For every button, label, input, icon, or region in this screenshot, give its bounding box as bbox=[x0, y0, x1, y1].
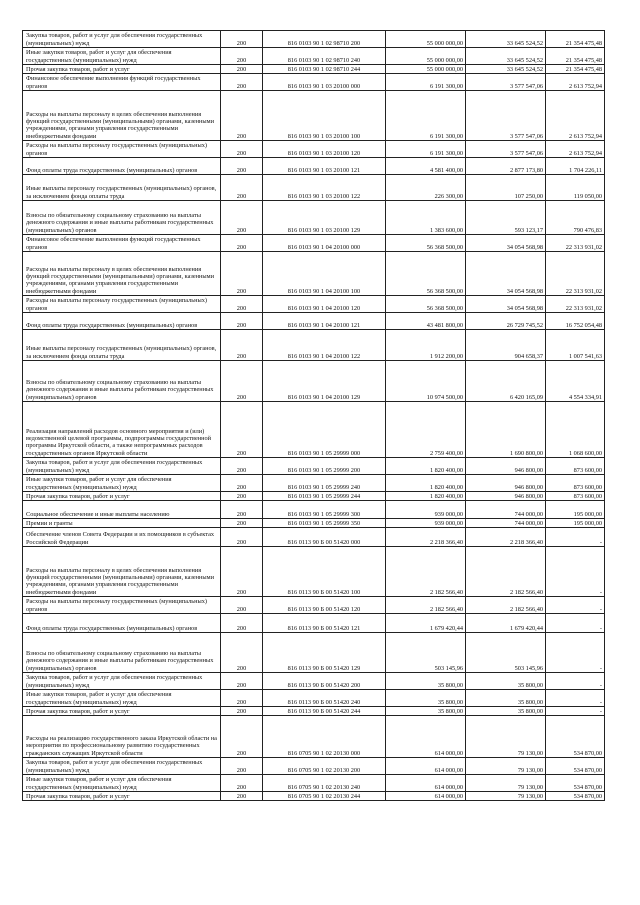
unexecuted-amount-cell: - bbox=[546, 614, 605, 633]
approved-assignments-cell: 2 182 566,40 bbox=[386, 597, 466, 614]
executed-amount-cell: 744 000,00 bbox=[466, 501, 546, 519]
unexecuted-amount-cell: 534 870,00 bbox=[546, 758, 605, 775]
unexecuted-amount-cell: 1 007 541,63 bbox=[546, 330, 605, 361]
approved-assignments-cell: 35 800,00 bbox=[386, 673, 466, 690]
executed-amount-cell: 3 577 547,06 bbox=[466, 91, 546, 141]
budget-classification-code-cell: 816 0103 90 1 05 29999 244 bbox=[263, 492, 386, 501]
table-row bbox=[23, 758, 605, 775]
line-code-cell: 200 bbox=[221, 597, 263, 614]
line-code-cell: 200 bbox=[221, 690, 263, 707]
line-code-cell: 200 bbox=[221, 313, 263, 330]
expense-name-cell: Прочая закупка товаров, работ и услуг bbox=[23, 707, 221, 716]
table-row bbox=[23, 519, 605, 528]
approved-assignments-cell: 1 820 400,00 bbox=[386, 475, 466, 492]
unexecuted-amount-cell: - bbox=[546, 528, 605, 547]
unexecuted-amount-cell: 195 000,00 bbox=[546, 501, 605, 519]
table-row bbox=[23, 361, 605, 402]
line-code-cell: 200 bbox=[221, 65, 263, 74]
line-code-cell: 200 bbox=[221, 758, 263, 775]
unexecuted-amount-cell: - bbox=[546, 597, 605, 614]
expense-name-cell: Закупка товаров, работ и услуг для обеспечения государственных (муниципальных) нужд bbox=[23, 673, 221, 690]
line-code-cell: 200 bbox=[221, 475, 263, 492]
approved-assignments-cell: 55 000 000,00 bbox=[386, 31, 466, 48]
line-code-cell: 200 bbox=[221, 792, 263, 801]
approved-assignments-cell: 2 218 366,40 bbox=[386, 528, 466, 547]
budget-classification-code-cell: 816 0103 90 1 05 29999 350 bbox=[263, 519, 386, 528]
expense-name-cell: Социальное обеспечение и иные выплаты населению bbox=[23, 501, 221, 519]
expense-name-cell: Обеспечение членов Совета Федерации и их помощников в субъектах Российской Федерации bbox=[23, 528, 221, 547]
table-row bbox=[23, 201, 605, 235]
expense-name-cell: Фонд оплаты труда государственных (муниципальных) органов bbox=[23, 614, 221, 633]
table-row bbox=[23, 175, 605, 201]
expense-name-cell: Взносы по обязательному социальному страхованию на выплаты денежного содержания и иные выплаты работникам государственных (муниципальных) органов bbox=[23, 201, 221, 235]
budget-classification-code-cell: 816 0103 90 1 03 20100 120 bbox=[263, 141, 386, 158]
executed-amount-cell: 2 182 566,40 bbox=[466, 597, 546, 614]
line-code-cell: 200 bbox=[221, 716, 263, 758]
budget-classification-code-cell: 816 0103 90 1 04 20100 121 bbox=[263, 313, 386, 330]
table-row bbox=[23, 74, 605, 91]
executed-amount-cell: 2 877 173,80 bbox=[466, 158, 546, 175]
approved-assignments-cell: 35 800,00 bbox=[386, 707, 466, 716]
expense-name-cell: Расходы на выплаты персоналу в целях обеспечения выполнения функций государственными (муниципальными) органами, казенными учреждениями, органами управления государственными внебюджетными фондами bbox=[23, 547, 221, 597]
approved-assignments-cell: 4 581 400,00 bbox=[386, 158, 466, 175]
executed-amount-cell: 946 800,00 bbox=[466, 475, 546, 492]
expense-name-cell: Закупка товаров, работ и услуг для обеспечения государственных (муниципальных) нужд bbox=[23, 31, 221, 48]
budget-classification-code-cell: 816 0103 90 1 05 29999 240 bbox=[263, 475, 386, 492]
unexecuted-amount-cell: 534 870,00 bbox=[546, 792, 605, 801]
line-code-cell: 200 bbox=[221, 158, 263, 175]
table-row bbox=[23, 91, 605, 141]
executed-amount-cell: 35 800,00 bbox=[466, 673, 546, 690]
line-code-cell: 200 bbox=[221, 775, 263, 792]
approved-assignments-cell: 55 000 000,00 bbox=[386, 65, 466, 74]
budget-classification-code-cell: 816 0113 90 Б 00 51420 244 bbox=[263, 707, 386, 716]
budget-classification-code-cell: 816 0103 90 1 05 29999 300 bbox=[263, 501, 386, 519]
table-row bbox=[23, 65, 605, 74]
executed-amount-cell: 35 800,00 bbox=[466, 690, 546, 707]
expense-name-cell: Взносы по обязательному социальному страхованию на выплаты денежного содержания и иные выплаты работникам государственных (муниципальных) органов bbox=[23, 633, 221, 673]
table-row bbox=[23, 458, 605, 475]
line-code-cell: 200 bbox=[221, 519, 263, 528]
approved-assignments-cell: 10 974 500,00 bbox=[386, 361, 466, 402]
executed-amount-cell: 26 729 745,52 bbox=[466, 313, 546, 330]
expense-name-cell: Иные закупки товаров, работ и услуг для обеспечения государственных (муниципальных) нужд bbox=[23, 690, 221, 707]
approved-assignments-cell: 55 000 000,00 bbox=[386, 48, 466, 65]
line-code-cell: 200 bbox=[221, 633, 263, 673]
executed-amount-cell: 35 800,00 bbox=[466, 707, 546, 716]
approved-assignments-cell: 614 000,00 bbox=[386, 775, 466, 792]
line-code-cell: 200 bbox=[221, 707, 263, 716]
approved-assignments-cell: 6 191 300,00 bbox=[386, 141, 466, 158]
line-code-cell: 200 bbox=[221, 402, 263, 458]
unexecuted-amount-cell: 195 000,00 bbox=[546, 519, 605, 528]
budget-classification-code-cell: 816 0113 90 Б 00 51420 120 bbox=[263, 597, 386, 614]
unexecuted-amount-cell: 119 050,00 bbox=[546, 175, 605, 201]
expense-name-cell: Иные закупки товаров, работ и услуг для обеспечения государственных (муниципальных) нужд bbox=[23, 475, 221, 492]
executed-amount-cell: 946 800,00 bbox=[466, 458, 546, 475]
line-code-cell: 200 bbox=[221, 673, 263, 690]
approved-assignments-cell: 35 800,00 bbox=[386, 690, 466, 707]
expense-name-cell: Финансовое обеспечение выполнения функций государственных органов bbox=[23, 235, 221, 252]
executed-amount-cell: 79 130,00 bbox=[466, 758, 546, 775]
approved-assignments-cell: 56 368 500,00 bbox=[386, 235, 466, 252]
table-body bbox=[23, 31, 605, 801]
approved-assignments-cell: 1 820 400,00 bbox=[386, 492, 466, 501]
executed-amount-cell: 79 130,00 bbox=[466, 716, 546, 758]
executed-amount-cell: 34 054 568,98 bbox=[466, 296, 546, 313]
unexecuted-amount-cell: 21 354 475,48 bbox=[546, 31, 605, 48]
executed-amount-cell: 2 218 366,40 bbox=[466, 528, 546, 547]
unexecuted-amount-cell: 4 554 334,91 bbox=[546, 361, 605, 402]
table-row bbox=[23, 475, 605, 492]
expense-name-cell: Расходы на выплаты персоналу государственных (муниципальных) органов bbox=[23, 597, 221, 614]
budget-classification-code-cell: 816 0103 90 1 03 20100 129 bbox=[263, 201, 386, 235]
executed-amount-cell: 3 577 547,06 bbox=[466, 74, 546, 91]
approved-assignments-cell: 1 383 600,00 bbox=[386, 201, 466, 235]
expense-name-cell: Прочая закупка товаров, работ и услуг bbox=[23, 492, 221, 501]
unexecuted-amount-cell: 2 613 752,94 bbox=[546, 74, 605, 91]
table-row bbox=[23, 690, 605, 707]
approved-assignments-cell: 614 000,00 bbox=[386, 758, 466, 775]
table-row bbox=[23, 158, 605, 175]
expense-name-cell: Иные закупки товаров, работ и услуг для обеспечения государственных (муниципальных) нужд bbox=[23, 48, 221, 65]
approved-assignments-cell: 2 759 400,00 bbox=[386, 402, 466, 458]
budget-classification-code-cell: 816 0113 90 Б 00 51420 240 bbox=[263, 690, 386, 707]
budget-classification-code-cell: 816 0103 90 1 05 29999 000 bbox=[263, 402, 386, 458]
expense-name-cell: Прочая закупка товаров, работ и услуг bbox=[23, 792, 221, 801]
table-row bbox=[23, 31, 605, 48]
table-row bbox=[23, 673, 605, 690]
budget-classification-code-cell: 816 0103 90 1 04 20100 000 bbox=[263, 235, 386, 252]
budget-classification-code-cell: 816 0103 90 1 04 20100 122 bbox=[263, 330, 386, 361]
table-row bbox=[23, 528, 605, 547]
approved-assignments-cell: 503 145,96 bbox=[386, 633, 466, 673]
unexecuted-amount-cell: 534 870,00 bbox=[546, 716, 605, 758]
expense-name-cell: Прочая закупка товаров, работ и услуг bbox=[23, 65, 221, 74]
table-row bbox=[23, 707, 605, 716]
expense-name-cell: Взносы по обязательному социальному страхованию на выплаты денежного содержания и иные выплаты работникам государственных (муниципальных) органов bbox=[23, 361, 221, 402]
budget-classification-code-cell: 816 0103 90 1 03 20100 122 bbox=[263, 175, 386, 201]
budget-classification-code-cell: 816 0103 90 1 02 98710 240 bbox=[263, 48, 386, 65]
expense-name-cell: Иные выплаты персоналу государственных (муниципальных) органов, за исключением фонда оплаты труда bbox=[23, 330, 221, 361]
executed-amount-cell: 34 054 568,98 bbox=[466, 252, 546, 296]
expense-name-cell: Фонд оплаты труда государственных (муниципальных) органов bbox=[23, 313, 221, 330]
table-row bbox=[23, 313, 605, 330]
approved-assignments-cell: 6 191 300,00 bbox=[386, 91, 466, 141]
executed-amount-cell: 33 645 524,52 bbox=[466, 48, 546, 65]
table-row bbox=[23, 501, 605, 519]
line-code-cell: 200 bbox=[221, 235, 263, 252]
executed-amount-cell: 6 420 165,09 bbox=[466, 361, 546, 402]
executed-amount-cell: 33 645 524,52 bbox=[466, 31, 546, 48]
budget-classification-code-cell: 816 0103 90 1 04 20100 129 bbox=[263, 361, 386, 402]
line-code-cell: 200 bbox=[221, 501, 263, 519]
expense-name-cell: Иные выплаты персоналу государственных (муниципальных) органов, за исключением фонда оплаты труда bbox=[23, 175, 221, 201]
executed-amount-cell: 744 000,00 bbox=[466, 519, 546, 528]
unexecuted-amount-cell: 790 476,83 bbox=[546, 201, 605, 235]
table-row bbox=[23, 48, 605, 65]
approved-assignments-cell: 56 368 500,00 bbox=[386, 296, 466, 313]
executed-amount-cell: 79 130,00 bbox=[466, 775, 546, 792]
line-code-cell: 200 bbox=[221, 528, 263, 547]
table-row bbox=[23, 614, 605, 633]
budget-classification-code-cell: 816 0103 90 1 03 20100 000 bbox=[263, 74, 386, 91]
executed-amount-cell: 79 130,00 bbox=[466, 792, 546, 801]
table-row bbox=[23, 492, 605, 501]
line-code-cell: 200 bbox=[221, 458, 263, 475]
expense-name-cell: Расходы на выплаты персоналу государственных (муниципальных) органов bbox=[23, 296, 221, 313]
table-row bbox=[23, 547, 605, 597]
budget-classification-code-cell: 816 0113 90 Б 00 51420 200 bbox=[263, 673, 386, 690]
table-row bbox=[23, 775, 605, 792]
executed-amount-cell: 904 658,37 bbox=[466, 330, 546, 361]
approved-assignments-cell: 43 481 800,00 bbox=[386, 313, 466, 330]
approved-assignments-cell: 2 182 566,40 bbox=[386, 547, 466, 597]
approved-assignments-cell: 939 000,00 bbox=[386, 519, 466, 528]
table-row bbox=[23, 141, 605, 158]
budget-classification-code-cell: 816 0103 90 1 04 20100 100 bbox=[263, 252, 386, 296]
table-row bbox=[23, 597, 605, 614]
expense-name-cell: Расходы на выплаты персоналу в целях обеспечения выполнения функций государственными (муниципальными) органами, казенными учреждениями, органами управления государственными внебюджетными фондами bbox=[23, 91, 221, 141]
line-code-cell: 200 bbox=[221, 48, 263, 65]
executed-amount-cell: 593 123,17 bbox=[466, 201, 546, 235]
table-row bbox=[23, 296, 605, 313]
budget-classification-code-cell: 816 0705 90 1 02 20130 240 bbox=[263, 775, 386, 792]
unexecuted-amount-cell: - bbox=[546, 673, 605, 690]
unexecuted-amount-cell: 873 600,00 bbox=[546, 458, 605, 475]
unexecuted-amount-cell: 21 354 475,48 bbox=[546, 48, 605, 65]
budget-classification-code-cell: 816 0103 90 1 02 98710 200 bbox=[263, 31, 386, 48]
executed-amount-cell: 33 645 524,52 bbox=[466, 65, 546, 74]
line-code-cell: 200 bbox=[221, 361, 263, 402]
budget-classification-code-cell: 816 0705 90 1 02 20130 200 bbox=[263, 758, 386, 775]
unexecuted-amount-cell: 2 613 752,94 bbox=[546, 141, 605, 158]
executed-amount-cell: 946 800,00 bbox=[466, 492, 546, 501]
approved-assignments-cell: 614 000,00 bbox=[386, 716, 466, 758]
unexecuted-amount-cell: 21 354 475,48 bbox=[546, 65, 605, 74]
line-code-cell: 200 bbox=[221, 175, 263, 201]
unexecuted-amount-cell: 22 313 931,02 bbox=[546, 235, 605, 252]
line-code-cell: 200 bbox=[221, 547, 263, 597]
table-row bbox=[23, 402, 605, 458]
expense-name-cell: Расходы на выплаты персоналу в целях обеспечения выполнения функций государственными (муниципальными) органами, казенными учреждениями, органами управления государственными внебюджетными фондами bbox=[23, 252, 221, 296]
budget-classification-code-cell: 816 0113 90 Б 00 51420 000 bbox=[263, 528, 386, 547]
expense-name-cell: Иные закупки товаров, работ и услуг для обеспечения государственных (муниципальных) нужд bbox=[23, 775, 221, 792]
table-row bbox=[23, 235, 605, 252]
unexecuted-amount-cell: 2 613 752,94 bbox=[546, 91, 605, 141]
line-code-cell: 200 bbox=[221, 141, 263, 158]
unexecuted-amount-cell: - bbox=[546, 633, 605, 673]
line-code-cell: 200 bbox=[221, 330, 263, 361]
approved-assignments-cell: 1 820 400,00 bbox=[386, 458, 466, 475]
approved-assignments-cell: 1 912 200,00 bbox=[386, 330, 466, 361]
budget-classification-code-cell: 816 0113 90 Б 00 51420 129 bbox=[263, 633, 386, 673]
unexecuted-amount-cell: 1 068 600,00 bbox=[546, 402, 605, 458]
budget-classification-code-cell: 816 0705 90 1 02 20130 244 bbox=[263, 792, 386, 801]
unexecuted-amount-cell: 873 600,00 bbox=[546, 475, 605, 492]
line-code-cell: 200 bbox=[221, 31, 263, 48]
expense-name-cell: Финансовое обеспечение выполнения функций государственных органов bbox=[23, 74, 221, 91]
executed-amount-cell: 3 577 547,06 bbox=[466, 141, 546, 158]
executed-amount-cell: 34 054 568,98 bbox=[466, 235, 546, 252]
line-code-cell: 200 bbox=[221, 74, 263, 91]
table-row bbox=[23, 252, 605, 296]
budget-classification-code-cell: 816 0103 90 1 05 29999 200 bbox=[263, 458, 386, 475]
expense-name-cell: Реализация направлений расходов основного мероприятия и (или) ведомственной целевой программы, подпрограммы государственной программы Иркутской области, а также непрограммных расходов государственных органов Иркутской области bbox=[23, 402, 221, 458]
budget-classification-code-cell: 816 0113 90 Б 00 51420 121 bbox=[263, 614, 386, 633]
table-row bbox=[23, 792, 605, 801]
line-code-cell: 200 bbox=[221, 296, 263, 313]
approved-assignments-cell: 614 000,00 bbox=[386, 792, 466, 801]
expense-name-cell: Закупка товаров, работ и услуг для обеспечения государственных (муниципальных) нужд bbox=[23, 458, 221, 475]
approved-assignments-cell: 6 191 300,00 bbox=[386, 74, 466, 91]
expense-name-cell: Фонд оплаты труда государственных (муниципальных) органов bbox=[23, 158, 221, 175]
line-code-cell: 200 bbox=[221, 201, 263, 235]
executed-amount-cell: 1 690 800,00 bbox=[466, 402, 546, 458]
unexecuted-amount-cell: 534 870,00 bbox=[546, 775, 605, 792]
budget-classification-code-cell: 816 0103 90 1 03 20100 121 bbox=[263, 158, 386, 175]
unexecuted-amount-cell: 22 313 931,02 bbox=[546, 252, 605, 296]
table-row bbox=[23, 716, 605, 758]
approved-assignments-cell: 226 300,00 bbox=[386, 175, 466, 201]
expense-name-cell: Премии и гранты bbox=[23, 519, 221, 528]
line-code-cell: 200 bbox=[221, 492, 263, 501]
line-code-cell: 200 bbox=[221, 614, 263, 633]
table-row bbox=[23, 633, 605, 673]
unexecuted-amount-cell: - bbox=[546, 707, 605, 716]
budget-classification-code-cell: 816 0103 90 1 03 20100 100 bbox=[263, 91, 386, 141]
approved-assignments-cell: 56 368 500,00 bbox=[386, 252, 466, 296]
executed-amount-cell: 1 679 420,44 bbox=[466, 614, 546, 633]
unexecuted-amount-cell: - bbox=[546, 547, 605, 597]
unexecuted-amount-cell: - bbox=[546, 690, 605, 707]
budget-classification-code-cell: 816 0705 90 1 02 20130 000 bbox=[263, 716, 386, 758]
unexecuted-amount-cell: 873 600,00 bbox=[546, 492, 605, 501]
executed-amount-cell: 503 145,96 bbox=[466, 633, 546, 673]
approved-assignments-cell: 939 000,00 bbox=[386, 501, 466, 519]
budget-classification-code-cell: 816 0103 90 1 02 98710 244 bbox=[263, 65, 386, 74]
budget-classification-code-cell: 816 0113 90 Б 00 51420 100 bbox=[263, 547, 386, 597]
line-code-cell: 200 bbox=[221, 252, 263, 296]
budget-execution-table bbox=[22, 30, 605, 801]
expense-name-cell: Расходы на выплаты персоналу государственных (муниципальных) органов bbox=[23, 141, 221, 158]
approved-assignments-cell: 1 679 420,44 bbox=[386, 614, 466, 633]
executed-amount-cell: 107 250,00 bbox=[466, 175, 546, 201]
budget-classification-code-cell: 816 0103 90 1 04 20100 120 bbox=[263, 296, 386, 313]
expense-name-cell: Закупка товаров, работ и услуг для обеспечения государственных (муниципальных) нужд bbox=[23, 758, 221, 775]
unexecuted-amount-cell: 1 704 226,11 bbox=[546, 158, 605, 175]
table-row bbox=[23, 330, 605, 361]
expense-name-cell: Расходы на реализацию государственного заказа Иркутской области на мероприятия по профессиональному развитию государственных гражданских служащих Иркутской области bbox=[23, 716, 221, 758]
unexecuted-amount-cell: 16 752 054,48 bbox=[546, 313, 605, 330]
executed-amount-cell: 2 182 566,40 bbox=[466, 547, 546, 597]
unexecuted-amount-cell: 22 313 931,02 bbox=[546, 296, 605, 313]
line-code-cell: 200 bbox=[221, 91, 263, 141]
